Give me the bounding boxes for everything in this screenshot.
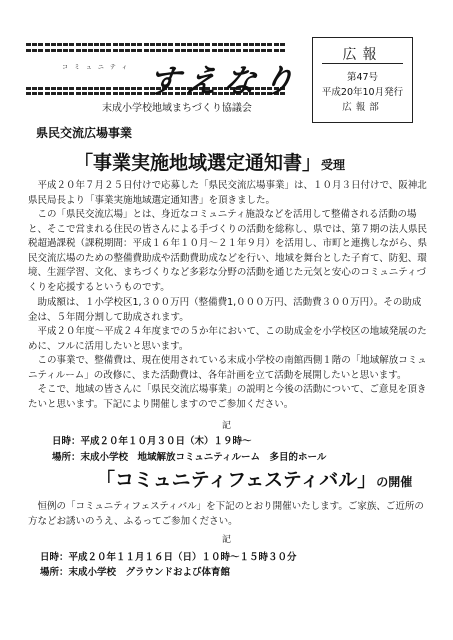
decorative-dot <box>144 43 149 46</box>
paragraph-festival: 恒例の「コミュニティフェスティバル」を下記のとおり開催いたします。ご家族、ご近所の方などお誘いのうえ、ふるってご参加ください。 <box>28 501 424 527</box>
decorative-dot <box>57 87 62 90</box>
paragraph-3: 助成額は、１小学校区1,３００万円（整備費1,０００万円、活動費３００万円）。その助成金は、５年間分割して助成されます。 <box>28 297 422 323</box>
decorative-dot <box>26 49 31 52</box>
decorative-dot <box>88 43 93 46</box>
decorative-dot <box>51 49 56 52</box>
decorative-dot <box>212 49 217 52</box>
decorative-dot <box>113 87 118 90</box>
decorative-dot <box>76 43 81 46</box>
paragraph-6: そこで、地域の皆さんに「県民交流広場事業」の説明と今後の活動について、ご意見を頂きたいと思います。下記により開催しますのでご参加ください。 <box>28 384 427 410</box>
decorative-dot <box>280 49 285 52</box>
decorative-dot <box>32 92 37 95</box>
decorative-dot <box>100 87 105 90</box>
event1-place: 場所：末成小学校 地域解放コミュニティルーム 多目的ホール <box>52 452 327 463</box>
decorative-dot <box>113 49 118 52</box>
decorative-dot <box>224 49 229 52</box>
decorative-dot <box>82 43 87 46</box>
decorative-dot <box>175 49 180 52</box>
kouhou-box <box>312 37 413 123</box>
decorative-dot <box>100 43 105 46</box>
decorative-dot <box>88 49 93 52</box>
decorative-dot <box>32 43 37 46</box>
decorative-dot <box>236 49 241 52</box>
decorative-dot <box>119 92 124 95</box>
decorative-dot <box>187 49 192 52</box>
decorative-dot <box>94 49 99 52</box>
decorative-dot <box>100 49 105 52</box>
decorative-dot <box>38 92 43 95</box>
decorative-dot <box>63 43 68 46</box>
decorative-dot <box>106 92 111 95</box>
issue-number: 第47号 <box>346 72 379 83</box>
event2-place: 場所：末成小学校 グラウンドおよび体育館 <box>40 567 231 578</box>
decorative-dot <box>168 43 173 46</box>
decorative-dot <box>156 49 161 52</box>
decorative-dot <box>57 49 62 52</box>
decorative-dot <box>218 49 223 52</box>
event2-date: 日時：平成２０年１１月１６日（日）１０時～１５時３０分 <box>40 552 297 563</box>
decorative-dot <box>63 87 68 90</box>
decorative-dot <box>26 92 31 95</box>
decorative-dot <box>76 92 81 95</box>
decorative-dot <box>267 43 272 46</box>
decorative-dot <box>106 49 111 52</box>
section2-title-main: 「コミュニティフェスティバル」 <box>96 469 377 491</box>
decorative-dot <box>63 92 68 95</box>
section-label: 県民交流広場事業 <box>36 126 133 140</box>
decorative-dot <box>181 43 186 46</box>
decorative-dot <box>162 49 167 52</box>
decorative-dot <box>76 49 81 52</box>
decorative-dot <box>199 43 204 46</box>
decorative-dot <box>267 49 272 52</box>
decorative-dot <box>137 92 142 95</box>
decorative-dot <box>255 49 260 52</box>
decorative-dot <box>131 49 136 52</box>
section1-title <box>74 148 345 175</box>
kouhou-divider <box>322 63 403 64</box>
decorative-dot <box>175 43 180 46</box>
decorative-dot <box>274 49 279 52</box>
decorative-dot <box>243 43 248 46</box>
notice-ki-2: 記 <box>221 535 231 545</box>
section2-title-suffix: の開催 <box>376 475 413 489</box>
decorative-dot <box>45 43 50 46</box>
decorative-dot <box>137 49 142 52</box>
decorative-dot <box>150 43 155 46</box>
decorative-dot <box>243 49 248 52</box>
decorative-dot <box>57 43 62 46</box>
decorative-dot <box>45 92 50 95</box>
decorative-dot <box>51 43 56 46</box>
decorative-dot <box>82 87 87 90</box>
decorative-dot <box>131 92 136 95</box>
masthead-subtitle: コミュニティ <box>62 64 134 71</box>
decorative-dot <box>26 43 31 46</box>
decorative-dot <box>261 49 266 52</box>
decorative-dot <box>125 87 130 90</box>
decorative-dot <box>45 49 50 52</box>
decorative-dot <box>38 43 43 46</box>
decorative-dot <box>38 49 43 52</box>
decorative-dot <box>137 87 142 90</box>
paragraph-2: この「県民交流広場」とは、身近なコミュニティ施設などを活用して整備される活動の場と、そこで営まれる住民の皆さんによる手づくりの活動を総称し、県では、第７期の法人県民税超過課税（課税期間：平成１６年１０月～２１年９月）を活用し、市町と連携しながら、県民交流広場のための整備費助成や活動費助成などを行い、地域を舞台とした子育て、防犯、環境、生涯学習、文化、まちづくりなど多彩な分野の活動を通じた元気と安心のコミュニティづくりを応援するというものです。 <box>28 209 428 293</box>
decorative-dot <box>82 92 87 95</box>
decorative-dot <box>88 92 93 95</box>
decorative-dot <box>249 43 254 46</box>
paragraph-1: 平成２０年７月２５日付けで応募した「県民交流広場事業」は、１０月３日付けで、阪神北県民局長より「事業実施地域選定通知書」を頂きました。 <box>28 180 427 206</box>
decorative-dot <box>119 49 124 52</box>
decorative-dot <box>76 87 81 90</box>
decorative-dot <box>230 43 235 46</box>
decorative-dot <box>94 92 99 95</box>
decorative-dot <box>51 87 56 90</box>
section1-title-main: 「事業実施地域選定通知書」 <box>74 152 322 174</box>
decorative-dot <box>100 92 105 95</box>
decorative-dot <box>187 43 192 46</box>
decorative-dot <box>119 43 124 46</box>
kouhou-title: 広報 <box>342 47 383 63</box>
masthead-logo: すえなり <box>144 62 304 100</box>
decorative-dot <box>255 43 260 46</box>
decorative-dot <box>212 43 217 46</box>
decorative-dot <box>150 49 155 52</box>
decorative-dot <box>82 49 87 52</box>
decorative-dot-row-top-2 <box>26 49 296 52</box>
association-name: 末成小学校地域まちづくり協議会 <box>102 103 252 114</box>
decorative-dot <box>69 87 74 90</box>
decorative-dot <box>144 49 149 52</box>
decorative-dot <box>38 87 43 90</box>
decorative-dot <box>224 43 229 46</box>
decorative-dot <box>63 49 68 52</box>
decorative-dot <box>88 87 93 90</box>
decorative-dot <box>94 43 99 46</box>
decorative-dot <box>113 92 118 95</box>
decorative-dot-row-top <box>26 43 296 46</box>
notice-ki: 記 <box>221 421 231 431</box>
decorative-dot <box>131 43 136 46</box>
decorative-dot <box>230 49 235 52</box>
paragraph-4: 平成２０年度～平成２４年度までの５か年において、この助成金を小学校区の地域発展のために、フルに活用したいと思います。 <box>28 326 427 352</box>
decorative-dot <box>125 43 130 46</box>
decorative-dot <box>168 49 173 52</box>
decorative-dot <box>32 87 37 90</box>
section2-title <box>96 465 412 492</box>
decorative-dot <box>274 43 279 46</box>
decorative-dot <box>205 49 210 52</box>
decorative-dot <box>193 49 198 52</box>
decorative-dot <box>69 49 74 52</box>
decorative-dot <box>236 43 241 46</box>
decorative-dot <box>199 49 204 52</box>
decorative-dot <box>51 92 56 95</box>
paragraph-5: この事業で、整備費は、現在使用されている末成小学校の南館西側１階の「地域解放コミュニティルーム」の改修に、また活動費は、各年計画を立て活動を展開したいと思います。 <box>28 355 427 381</box>
decorative-dot <box>280 43 285 46</box>
section1-title-suffix: 受理 <box>321 158 346 172</box>
decorative-dot <box>193 43 198 46</box>
decorative-dot <box>32 49 37 52</box>
decorative-dot <box>45 87 50 90</box>
event1-date: 日時：平成２０年１０月３０日（木）１９時～ <box>52 436 252 447</box>
decorative-dot <box>57 92 62 95</box>
decorative-dot <box>113 43 118 46</box>
decorative-dot <box>69 92 74 95</box>
decorative-dot <box>106 43 111 46</box>
decorative-dot <box>125 92 130 95</box>
decorative-dot <box>162 43 167 46</box>
decorative-dot <box>181 49 186 52</box>
decorative-dot <box>218 43 223 46</box>
issue-date: 平成20年10月発行 <box>321 87 404 98</box>
decorative-dot <box>205 43 210 46</box>
decorative-dot <box>69 43 74 46</box>
decorative-dot <box>261 43 266 46</box>
decorative-dot <box>137 43 142 46</box>
decorative-dot <box>125 49 130 52</box>
decorative-dot <box>156 43 161 46</box>
decorative-dot <box>26 87 31 90</box>
decorative-dot <box>249 49 254 52</box>
decorative-dot <box>106 87 111 90</box>
decorative-dot <box>94 87 99 90</box>
decorative-dot <box>119 87 124 90</box>
issue-dept: 広報部 <box>342 102 383 113</box>
decorative-dot <box>131 87 136 90</box>
